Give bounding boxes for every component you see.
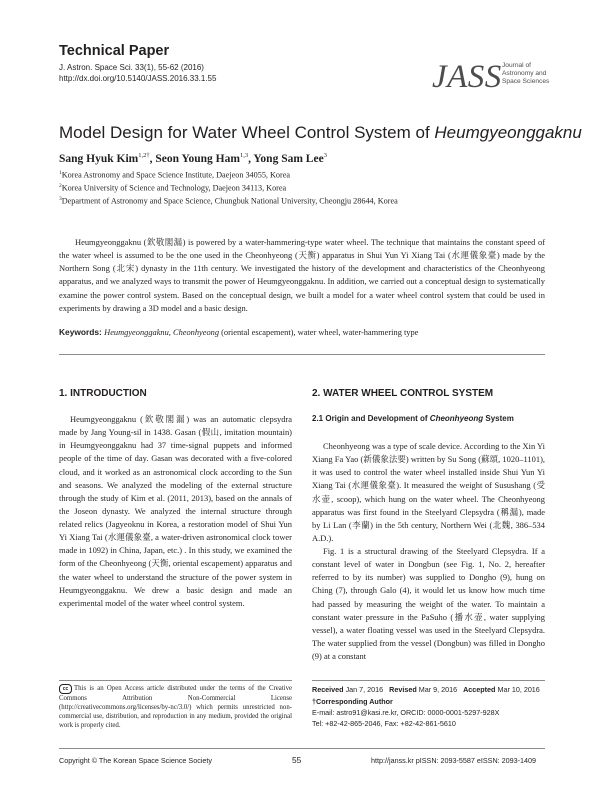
subsection-heading <box>312 414 514 423</box>
keywords-italic: Heumgyeonggaknu, Cheonhyeong <box>104 328 220 337</box>
affiliation-text: Korea University of Science and Technology, Daejeon 34113, Korea <box>61 183 287 193</box>
creative-commons-icon: cc <box>59 684 72 694</box>
corresponding-author-label: †Corresponding Author <box>312 697 393 706</box>
keywords <box>59 327 418 337</box>
author-name: Sang Hyuk Kim <box>59 152 139 165</box>
logo-text: JASS <box>432 59 502 95</box>
keywords-label: Keywords: <box>59 327 102 337</box>
abstract: Heumgyeonggaknu (欽敬閣漏) is powered by a water-hammering-type water wheel. The technique that maintains the constant speed of the water wheel is assumed to be the one used in the Cheonhyeong (天衡) apparatus in Shui Yun Yi Xiang Tai (水運儀象臺) made by the Northern Song (北宋) dynasty in the 11th century. We investigated the history of the development and characteristics of the Cheonhyeong apparatus, and we analyzed ways to transmit the power of Heumgyeonggaknu. In addition, we carried out a conceptual design to systematically examine the power control system. Based on the conceptual design, we built a model for a water wheel control system that could be used in experiments by drawing a 3D model and a basic design. <box>59 237 545 313</box>
doi-link[interactable]: http://dx.doi.org/10.5140/JASS.2016.33.1.55 <box>59 74 217 83</box>
divider <box>59 354 545 355</box>
divider <box>312 680 545 681</box>
affiliation <box>59 196 398 206</box>
copyright: Copyright © The Korean Space Science Society <box>59 756 212 765</box>
title-main: Model Design for Water Wheel Control System of <box>59 123 435 142</box>
affiliation <box>59 183 286 193</box>
received-label: Received <box>312 685 344 694</box>
title-italic: Heumgyeonggaknu <box>434 123 582 142</box>
license-note <box>59 684 292 730</box>
affiliation <box>59 170 290 180</box>
paper-title <box>59 123 582 143</box>
paragraph: Cheonhyeong was a type of scale device. According to the Xin Yi Xiang Fa Yao (新儀象法要) written by Su Song (蘇頌, 1020–1101), it was used to control the water wheel installed inside Shui Yun Yi Xiang Tai (水運儀象臺). It measured the weight of Susushang (受水壶, scoop), which hung on the water wheel. The Cheonhyeong apparatus was first found in the Steelyard Clepsydra (稱漏), made by Li Lan (李蘭) in the 5th century, Northern Wei (北魏, 386–534 A.D.). <box>312 441 545 543</box>
dates-line <box>312 685 540 694</box>
author-name: Seon Young Ham <box>155 152 240 165</box>
accepted-label: Accepted <box>463 685 496 694</box>
license-text: This is an Open Access article distributed under the terms of the Creative Commons Attribution Non-Commercial License (http://creativecommons.org/licenses/by-nc/3.0/) which permits unrestricted non-commercial use, distribution, and reproduction in any medium, provided the original work is properly cited. <box>59 685 292 730</box>
email-line[interactable]: E-mail: astro91@kasi.re.kr, ORCID: 0000-0001-5297-928X <box>312 708 500 717</box>
divider <box>59 748 545 749</box>
logo-sub-line: Space Sciences <box>502 78 550 86</box>
section-heading-water-wheel: 2. WATER WHEEL CONTROL SYSTEM <box>312 388 494 399</box>
revised-date: Mar 9, 2016 <box>418 685 458 694</box>
logo-sub-line: Journal of <box>502 62 531 69</box>
affiliation-sup: 3 <box>59 196 62 202</box>
subheading-plain: 2.1 Origin and Development of <box>312 414 430 423</box>
paragraph: Fig. 1 is a structural drawing of the Steelyard Clepsydra. If a constant level of water in Dongbun (see Fig. 1, No. 2, hereafter referred to by its number) was supplied to Dongho (9), hung on Ching (7), through Galo (4), it would let us know how much time had passed by measuring the weight of the water. To maintain a constant water pressure in the PaSuho (播水壶, water supplying vessel), a water floating vessel was used in the Steelyard Clepsydra. The water supplied from the vessel (Dongbun) was filled in Dongho (9) at a constant <box>312 546 545 661</box>
journal-logo <box>432 58 562 98</box>
accepted-date: Mar 10, 2016 <box>497 685 540 694</box>
affiliation-sup: 1 <box>59 170 62 176</box>
keywords-rest: (oriental escapement), water wheel, water-hammering type <box>219 328 419 337</box>
affiliation-text: Korea Astronomy and Space Science Institute, Daejeon 34055, Korea <box>61 170 291 180</box>
subheading-italic: Cheonhyeong <box>429 414 484 423</box>
issn-line: http://janss.kr pISSN: 2093-5587 eISSN: 2093-1409 <box>371 756 537 765</box>
received-date: Jan 7, 2016 <box>345 685 384 694</box>
paper-type: Technical Paper <box>59 43 170 59</box>
section2-body <box>312 440 545 663</box>
affiliation-text: Department of Astronomy and Space Science, Chungbuk National University, Cheongju 28644, Korea <box>61 196 398 206</box>
logo-subtitle <box>502 62 572 87</box>
journal-reference: J. Astron. Space Sci. 33(1), 55-62 (2016) <box>59 63 204 72</box>
author-sup: 1,2† <box>138 152 150 159</box>
divider <box>59 680 292 681</box>
affiliation-sup: 2 <box>59 183 62 189</box>
author-sup: 1,3 <box>239 152 249 159</box>
logo-sub-line: Astronomy and <box>502 70 547 78</box>
author-list: Sang Hyuk Kim$^{1,2\dagger}$, Seon Young Ham$^{1,3}$, Yong Sam Lee$^3$ <box>59 152 327 165</box>
phone-line: Tel: +82-42-865-2046, Fax: +82-42-861-5610 <box>312 719 456 728</box>
author-sup: 3 <box>323 152 327 159</box>
revised-label: Revised <box>389 685 417 694</box>
page-number: 55 <box>292 755 302 765</box>
section-heading-introduction: 1. INTRODUCTION <box>59 388 147 399</box>
author-name: Yong Sam Lee <box>253 152 324 165</box>
subheading-tail: System <box>483 414 514 423</box>
introduction-text: Heumgyeonggaknu (欽敬閣漏) was an automatic clepsydra made by Jang Young-sil in 1438. Gasan (假山, imitation mountain) in Heumgyeonggaknu had 37 time-signal puppets and informed people of the time of day. Gasan was decorated with a five-colored cloud, and it worked as an astronomical clock according to the Sun and seasons. We analyzed the modeling of the external structure through the study of Kim et al. (2011, 2013), based on the annals of the Joseon dynasty. We analyzed the internal structure through related relics (Jagyeoknu in Korea, a restoration model of Shui Yun Yi Xiang Tai (水運儀象臺, a water-driven astronomical clock tower made in 1092) in China, Japan, etc.) . In this study, we examined the form of the Cheonhyeong (天衡, oriental escapement) apparatus and the water wheel to understand the structure of the power system in Heumgyeonggaknu. We drew a basic design and made an experimental model of the water wheel control system. <box>59 414 292 608</box>
